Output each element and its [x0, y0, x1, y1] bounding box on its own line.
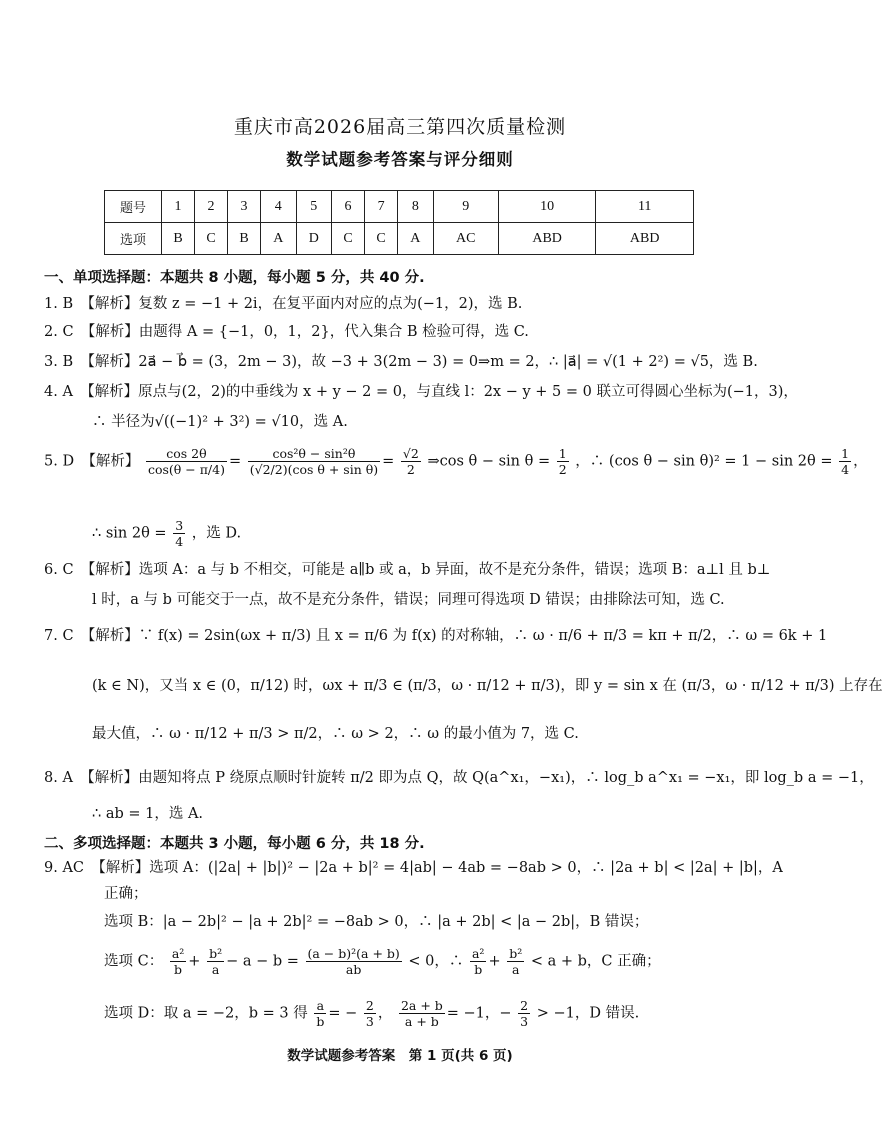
fraction: $\frac{\text{cos²θ − sin²θ}}{\text{(√2/2)(cos θ + sin θ)}}$	[249, 446, 379, 477]
table-row	[105, 191, 694, 223]
fraction: $\frac{2}{3}$	[365, 998, 374, 1029]
solution-q5-line1: 5. D 【解析】 $\frac{\cos 2\theta}{\cos(\theta - \pi/4)}$ = $\frac{\text{cos²θ − sin²θ}}{\text{(√2/2)(cos θ + sin θ)}}$ = $\frac{√2}{2}$ ⇒cos θ − sin θ = $\frac{1}{2}$ ，∴ (cos θ − sin θ)² = 1 − sin 2θ = $\frac{1}{4}$ ，	[44, 446, 868, 477]
solution-q1: 1. B 【解析】复数 z = −1 + 2i，在复平面内对应的点为(−1，2)，选 B.	[44, 296, 523, 312]
solution-q4-line2: ∴ 半径为√((−1)² + 3²) = √10，选 A.	[92, 414, 348, 430]
fraction: $\frac{2a + b}{a + b}$	[400, 998, 443, 1029]
solution-q9-option-b: 选项 B：|a − 2b|² − |a + 2b|² = −8ab > 0，∴ |a + 2b| < |a − 2b|，B 错误；	[104, 914, 649, 930]
table-cell: A	[398, 223, 434, 255]
table-cell: C	[365, 223, 398, 255]
solution-q9-line1: 9. AC 【解析】选项 A：(|2a| + |b|)² − |2a + b|² = 4|ab| − 4ab = −8ab > 0，∴ |2a + b| < |2a| + |b|，A	[44, 860, 783, 876]
table-cell: 10	[498, 191, 596, 223]
q5-label: 5. D 【解析】	[44, 453, 140, 470]
fraction: $\frac{√2}{2}$	[402, 446, 419, 477]
table-cell: C	[332, 223, 365, 255]
solution-q5-line2	[92, 518, 760, 549]
fraction: $\frac{a}{b}$	[316, 998, 325, 1029]
table-cell: 1	[162, 191, 195, 223]
table-cell: ABD	[596, 223, 694, 255]
section-heading-single-choice: 一、单项选择题：本题共 8 小题，每小题 5 分，共 40 分.	[44, 270, 425, 286]
fraction: $\frac{\text{b²}}{a}$	[209, 946, 223, 977]
table-cell: 6	[332, 191, 365, 223]
row-header-answer: 选项	[105, 223, 162, 255]
fraction: $\frac{3}{4}$	[175, 518, 184, 549]
table-cell: 2	[195, 191, 228, 223]
q9-text: 选项 C：	[104, 953, 164, 970]
table-row	[105, 223, 694, 255]
table-cell: 5	[296, 191, 332, 223]
answer-table	[104, 190, 694, 255]
q9-text: > −1，D 错误.	[536, 1005, 640, 1022]
solution-q8-line2: ∴ ab = 1，选 A.	[92, 806, 204, 822]
q5-text: ，选 D.	[191, 525, 242, 542]
solution-q9-option-d: 选项 D：取 a = −2，b = 3 得 $\frac{a}{b}$ = − $\frac{2}{3}$ ， $\frac{2a + b}{a + b}$ = −1，− $\frac{2}{3}$ > −1，D 错误.	[104, 998, 640, 1029]
table-cell: ABD	[498, 223, 596, 255]
fraction: $\frac{\text{a²}}{b}$	[471, 946, 485, 977]
document-subtitle: 数学试题参考答案与评分细则	[286, 150, 514, 169]
q9-text: 选项 D：取 a = −2，b = 3 得	[104, 1005, 308, 1022]
row-header-number: 题号	[105, 191, 162, 223]
table-cell: 11	[596, 191, 694, 223]
table-cell: 8	[398, 191, 434, 223]
page-footer: 数学试题参考答案 第 1 页(共 6 页)	[287, 1048, 513, 1064]
fraction: $\frac{1}{2}$	[558, 446, 567, 477]
table-cell: D	[296, 223, 332, 255]
fraction: $\frac{\cos 2\theta}{\cos(\theta - \pi/4)}$	[147, 446, 225, 477]
fraction: $\frac{\text{b²}}{a}$	[509, 946, 523, 977]
table-cell: 3	[228, 191, 261, 223]
solution-q8-line1: 8. A 【解析】由题知将点 P 绕原点顺时针旋转 π/2 即为点 Q，故 Q(a^x₁，−x₁)，∴ log_b a^x₁ = −x₁，即 log_b a = −1，	[44, 770, 874, 786]
q5-text: ⇒cos θ − sin θ =	[427, 453, 551, 470]
solution-q4-line1: 4. A 【解析】原点与(2，2)的中垂线为 x + y − 2 = 0，与直线 l：2x − y + 5 = 0 联立可得圆心坐标为(−1，3)，	[44, 384, 798, 400]
fraction: $\frac{\text{a²}}{b}$	[171, 946, 185, 977]
section-heading-multiple-choice: 二、多项选择题：本题共 3 小题，每小题 6 分，共 18 分.	[44, 836, 425, 852]
solution-q6-line2: l 时，a 与 b 可能交于一点，故不是充分条件，错误；同理可得选项 D 错误；由排除法可知，选 C.	[92, 592, 725, 608]
solution-q2: 2. C 【解析】由题得 A = {−1，0，1，2}，代入集合 B 检验可得，选 C.	[44, 324, 529, 340]
table-cell: C	[195, 223, 228, 255]
table-cell: AC	[433, 223, 498, 255]
table-cell: 9	[433, 191, 498, 223]
solution-q3: 3. B 【解析】2a⃗ − b⃗ = (3，2m − 3)，故 −3 + 3(2m − 3) = 0⇒m = 2，∴ |a⃗| = √(1 + 2²) = √5，选 B.	[44, 354, 758, 370]
q9-text: < a + b，C 正确；	[530, 953, 661, 970]
fraction: $\frac{1}{4}$	[841, 446, 850, 477]
table-cell: A	[261, 223, 297, 255]
q5-text: ，∴ (cos θ − sin θ)² = 1 − sin 2θ =	[575, 453, 833, 470]
q5-text: ∴ sin 2θ =	[92, 525, 167, 542]
table-cell: B	[162, 223, 195, 255]
solution-q7-line3: 最大值，∴ ω · π/12 + π/3 > π/2，∴ ω > 2，∴ ω 的最小值为 7，选 C.	[92, 726, 579, 742]
solution-q7-line1: 7. C 【解析】∵ f(x) = 2sin(ωx + π/3) 且 x = π/6 为 f(x) 的对称轴，∴ ω · π/6 + π/3 = kπ + π/2，∴ ω = 6k + 1	[44, 628, 828, 644]
solution-q7-line2: (k ∈ N)，又当 x ∈ (0，π/12) 时，ωx + π/3 ∈ (π/3，ω · π/12 + π/3)，即 y = sin x 在 (π/3，ω · π/12 + π/3) 上存在	[92, 678, 883, 694]
document-title: 重庆市高2026届高三第四次质量检测	[233, 116, 567, 138]
fraction: $\frac{2}{3}$	[520, 998, 529, 1029]
solution-q9-line2: 正确；	[104, 886, 148, 902]
table-cell: B	[228, 223, 261, 255]
solution-q6-line1: 6. C 【解析】选项 A：a 与 b 不相交，可能是 a∥b 或 a，b 异面，故不是充分条件，错误；选项 B：a⊥l 且 b⊥	[44, 562, 771, 578]
table-cell: 4	[261, 191, 297, 223]
q9-text: < 0，∴	[408, 953, 464, 970]
solution-q9-option-c: 选项 C： $\frac{\text{a²}}{b}$ + $\frac{\text{b²}}{a}$ − a − b = $\frac{\text{(a − b)²(a + b)}}{ab}$ < 0，∴ $\frac{\text{a²}}{b}$ + $\frac{\text{b²}}{a}$ < a + b，C 正确；	[104, 946, 661, 977]
table-cell: 7	[365, 191, 398, 223]
fraction: $\frac{\text{(a − b)²(a + b)}}{ab}$	[307, 946, 400, 977]
